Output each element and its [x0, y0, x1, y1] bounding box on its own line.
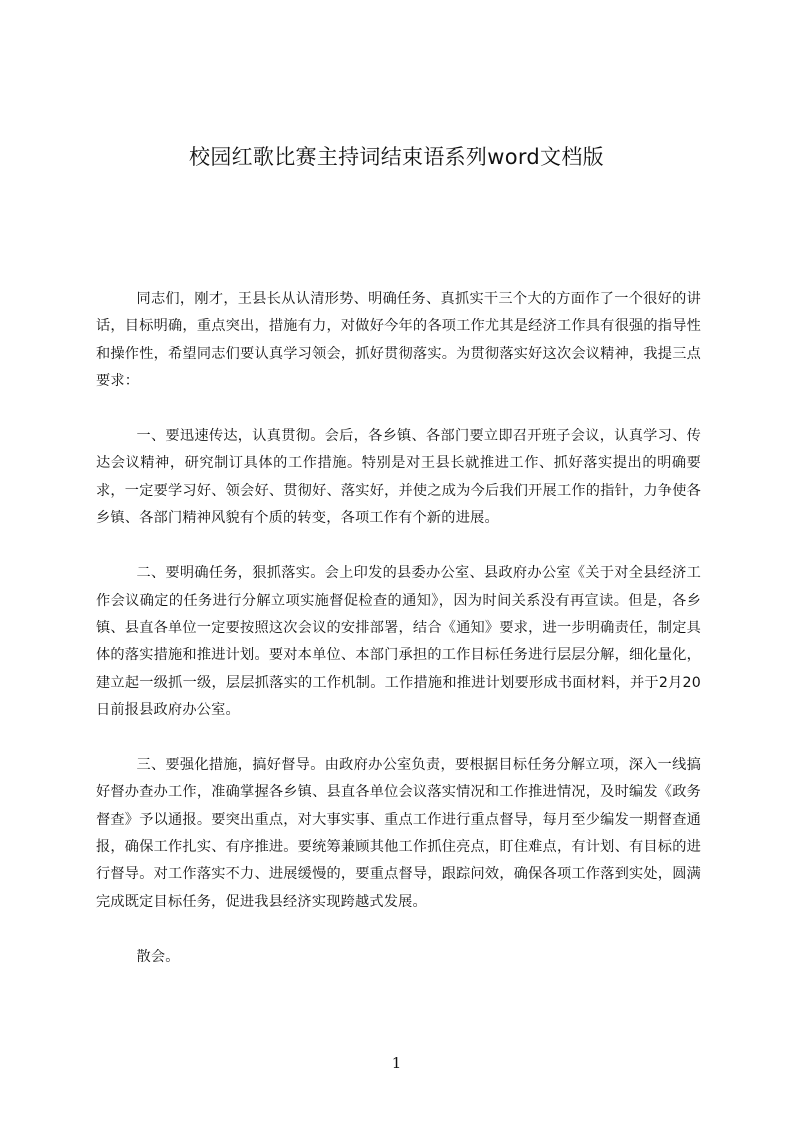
paragraph-requirement-two: 二、要明确任务，狠抓落实。会上印发的县委办公室、县政府办公室《关于对全县经济工作会议确定的任务进行分解立项实施督促检查的通知》，因为时间关系没有再宣读。但是，各乡镇、县直各单位一定要按照这次会议的安排部署，结合《通知》要求，进一步明确责任，制定具体的落实措施和推进计划。要对本单位、本部门承担的工作目标任务进行层层分解，细化量化，建立起一级抓一级，层层抓落实的工作机制。工作措施和推进计划要形成书面材料，并于2月20日前报县政府办公室。 [96, 565, 701, 718]
paragraph-intro: 同志们，刚才，王县长从认清形势、明确任务、真抓实干三个大的方面作了一个很好的讲话，目标明确，重点突出，措施有力，对做好今年的各项工作尤其是经济工作具有很强的指导性和操作性，希望同志们要认真学习领会，抓好贯彻落实。为贯彻落实好这次会议精神，我提三点要求： [96, 291, 701, 389]
document-title: 校园红歌比赛主持词结束语系列word文档版 [189, 145, 604, 169]
paragraph-requirement-three: 三、要强化措施，搞好督导。由政府办公室负责，要根据目标任务分解立项，深入一线搞好督办查办工作，准确掌握各乡镇、县直各单位会议落实情况和工作推进情况，及时编发《政务督查》予以通报。要突出重点，对大事实事、重点工作进行重点督导，每月至少编发一期督查通报，确保工作扎实、有序推进。要统筹兼顾其他工作抓住亮点，盯住难点，有计划、有目标的进行督导。对工作落实不力、进展缓慢的，要重点督导，跟踪问效，确保各项工作落到实处，圆满完成既定目标任务，促进我县经济实现跨越式发展。 [96, 757, 701, 910]
document-body [96, 286, 701, 999]
paragraph-requirement-one: 一、要迅速传达，认真贯彻。会后，各乡镇、各部门要立即召开班子会议，认真学习、传达会议精神，研究制订具体的工作措施。特别是对王县长就推进工作、抓好落实提出的明确要求，一定要学习好、领会好、贯彻好、落实好，并使之成为今后我们开展工作的指针，力争使各乡镇、各部门精神风貌有个质的转变，各项工作有个新的进展。 [96, 428, 701, 527]
page-number: 1 [391, 1054, 402, 1072]
paragraph-closing: 散会。 [136, 948, 180, 965]
